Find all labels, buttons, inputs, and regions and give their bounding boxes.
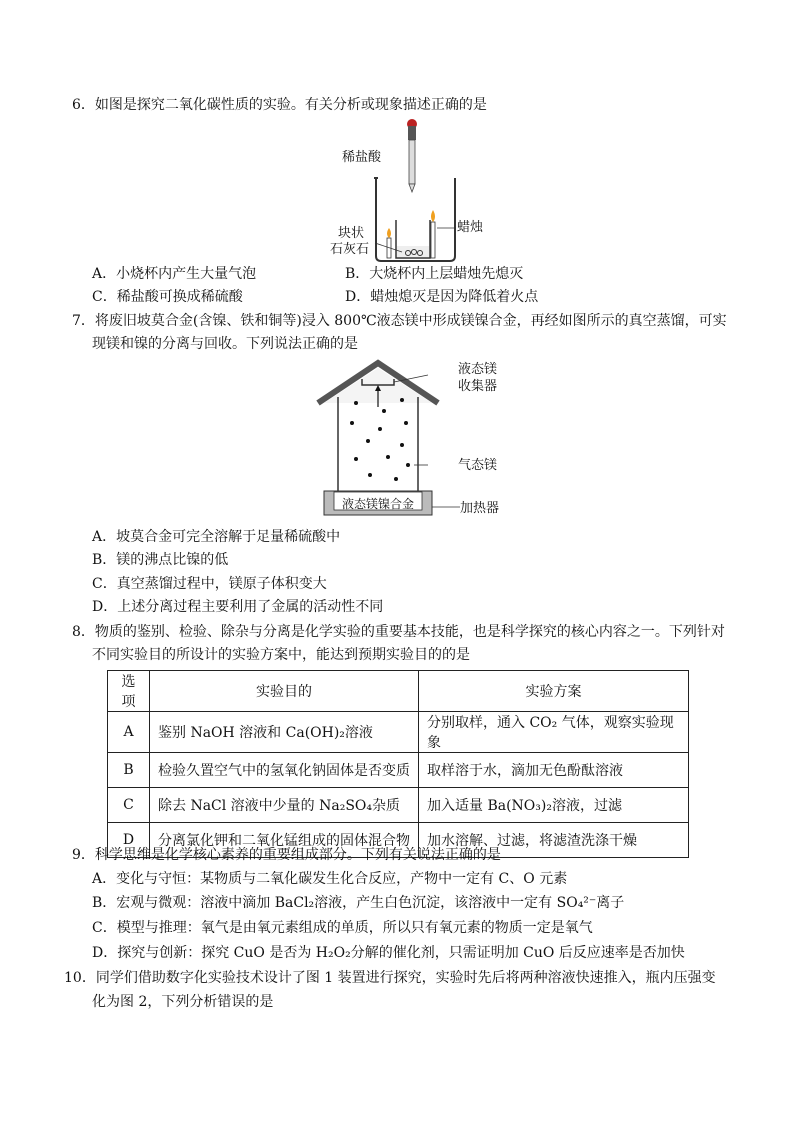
table-header-row: [108, 671, 689, 712]
cell-option: C: [108, 788, 150, 823]
cell-plan: 取样溶于水，滴加无色酚酞溶液: [419, 753, 689, 788]
q7-option-a: A．坡莫合金可完全溶解于足量稀硫酸中: [92, 529, 341, 545]
label-block: 块状: [338, 226, 365, 241]
table-row: [108, 788, 689, 823]
q9-option-b: B．宏观与微观：溶液中滴加 BaCl₂溶液，产生白色沉淀，该溶液中一定有 SO₄²⁻离子: [92, 895, 625, 911]
header-option: 选项: [108, 671, 150, 712]
label-collector: 收集器: [458, 379, 498, 394]
label-candle: 蜡烛: [457, 220, 484, 235]
label-gaseous-mg: 气态镁: [458, 458, 498, 473]
q8-stem-line2: 不同实验目的所设计的实验方案中，能达到预期实验目的的是: [92, 647, 470, 663]
q6-option-c: C．稀盐酸可换成稀硫酸: [92, 289, 243, 305]
cell-goal: 鉴别 NaOH 溶液和 Ca(OH)₂溶液: [150, 712, 419, 753]
q9-option-d: D．探究与创新：探究 CuO 是否为 H₂O₂分解的催化剂，只需证明加 CuO 后反应速率是否加快: [92, 945, 685, 961]
q6-option-a: A．小烧杯内产生大量气泡: [92, 266, 257, 282]
label-dilute-hcl: 稀盐酸: [342, 150, 382, 165]
q7-option-d: D．上述分离过程主要利用了金属的活动性不同: [92, 599, 384, 615]
q7-option-c: C．真空蒸馏过程中，镁原子体积变大: [92, 576, 327, 592]
q9-option-a: A．变化与守恒：某物质与二氧化碳发生化合反应，产物中一定有 C、O 元素: [92, 871, 568, 887]
cell-goal: 检验久置空气中的氢氧化钠固体是否变质: [150, 753, 419, 788]
q7-stem-line2: 现镁和镍的分离与回收。下列说法正确的是: [92, 336, 358, 352]
q8-stem-line1: 8．物质的鉴别、检验、除杂与分离是化学实验的重要基本技能，也是科学探究的核心内容之一。下列针对: [72, 624, 725, 640]
q6-option-d: D．蜡烛熄灭是因为降低着火点: [345, 289, 539, 305]
experiment-table: [107, 670, 689, 858]
header-goal: 实验目的: [150, 671, 419, 712]
label-heater: 加热器: [460, 501, 500, 516]
q9-stem: 9．科学思维是化学核心素养的重要组成部分。下列有关说法正确的是: [72, 847, 501, 863]
cell-option: A: [108, 712, 150, 753]
cell-plan: 加水溶解、过滤，将滤渣洗涤干燥: [419, 823, 689, 858]
q6-stem: 6．如图是探究二氧化碳性质的实验。有关分析或现象描述正确的是: [72, 97, 487, 113]
label-mg-ni-alloy: 液态镁镍合金: [342, 497, 415, 511]
q6-option-b: B．大烧杯内上层蜡烛先熄灭: [345, 266, 524, 282]
header-plan: 实验方案: [419, 671, 689, 712]
q7-option-b: B．镁的沸点比镍的低: [92, 552, 229, 568]
cell-option: B: [108, 753, 150, 788]
cell-option: D: [108, 823, 150, 858]
cell-plan: 加入适量 Ba(NO₃)₂溶液，过滤: [419, 788, 689, 823]
q9-option-c: C．模型与推理：氧气是由氧元素组成的单质，所以只有氧元素的物质一定是氧气: [92, 920, 593, 936]
q6-figure: [330, 118, 500, 263]
label-limestone: 石灰石: [330, 242, 370, 257]
q7-figure: [310, 355, 510, 520]
cell-plan: 分别取样，通入 CO₂ 气体，观察实验现象: [419, 712, 689, 753]
table-row: [108, 712, 689, 753]
q10-stem-line1: 10．同学们借助数字化实验技术设计了图 1 装置进行探究，实验时先后将两种溶液快速推入，瓶内压强变: [64, 970, 716, 986]
table-row: [108, 753, 689, 788]
cell-goal: 除去 NaCl 溶液中少量的 Na₂SO₄杂质: [150, 788, 419, 823]
cell-goal: 分离氯化钾和二氧化锰组成的固体混合物: [150, 823, 419, 858]
label-liquid-mg: 液态镁: [458, 362, 498, 377]
q7-stem-line1: 7．将废旧坡莫合金(含镍、铁和铜等)浸入 800℃液态镁中形成镁镍合金，再经如图所示的真空蒸馏，可实: [72, 313, 727, 329]
q10-stem-line2: 化为图 2，下列分析错误的是: [92, 994, 274, 1010]
